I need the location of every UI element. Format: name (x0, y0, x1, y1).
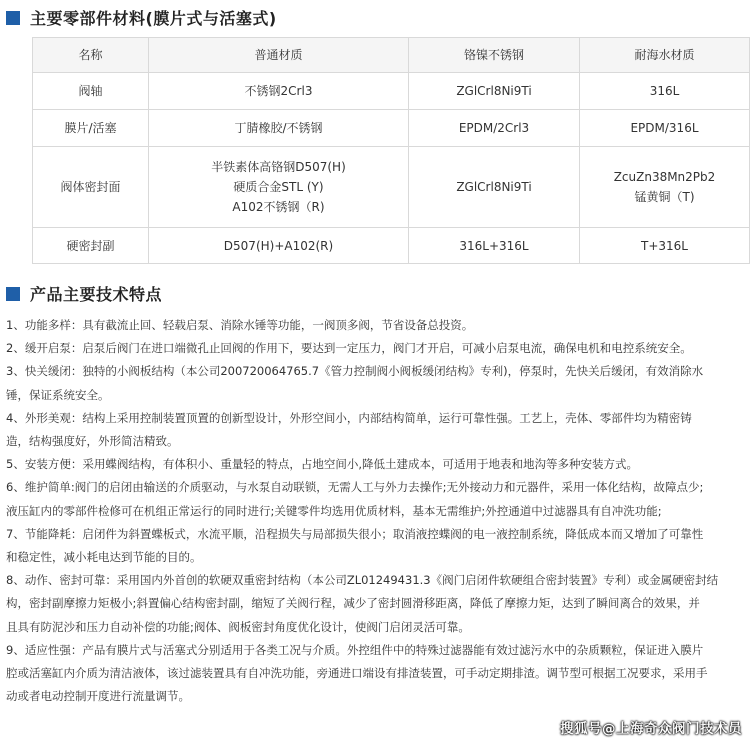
table-row (33, 228, 750, 264)
header-stainless-material: 铬镍不锈钢 (409, 38, 580, 73)
feature-item: 9、适应性强：产品有膜片式与活塞式分别适用于各类工况与介质。外控组件中的特殊过滤器能有效过滤污水中的杂质颗粒，保证进入膜片 腔或活塞缸内介质为清洁液体，该过滤装置具有自冲洗功能，旁通进口端设有排渣装置，可手动定期排渣。调节型可根据工况要求，采用手 动或者电动控制开度进行流量调节。 (6, 642, 708, 704)
cell-part-name: 硬密封副 (33, 228, 149, 264)
cell-common-material: 不锈钢2Crl3 (149, 73, 409, 110)
feature-item: 4、外形美观：结构上采用控制装置顶置的创新型设计，外形空间小，内部结构简单，运行可靠性强。工艺上，壳体、零部件均为精密铸 造，结构强度好，外形简洁精致。 (6, 410, 692, 449)
feature-item: 2、缓开启泵：启泵后阀门在进口端微孔止回阀的作用下，要达到一定压力，阀门才开启，可减小启泵电流，确保电机和电控系统安全。 (6, 341, 692, 356)
table-header-row (33, 38, 750, 73)
cell-common-material: 半铁素体高铬钢D507(H) 硬质合金STL (Y) A102不锈钢（R) (149, 147, 409, 228)
materials-table (32, 37, 750, 264)
table-row (33, 147, 750, 228)
section-marker-icon (6, 11, 20, 25)
cell-stainless-material: ZGlCrl8Ni9Ti (409, 147, 580, 228)
cell-part-name: 阀轴 (33, 73, 149, 110)
features-list (6, 314, 744, 708)
cell-part-name: 膜片/活塞 (33, 110, 149, 147)
header-seawater-material: 耐海水材质 (580, 38, 750, 73)
cell-stainless-material: ZGlCrl8Ni9Ti (409, 73, 580, 110)
materials-section-title: 主要零部件材料(膜片式与活塞式) (30, 9, 277, 28)
table-row (33, 110, 750, 147)
watermark: 搜狐号@上海奇众阀门技术员 (560, 721, 742, 737)
cell-stainless-material: EPDM/2Crl3 (409, 110, 580, 147)
feature-item: 7、节能降耗：启闭件为斜置蝶板式，水流平顺，沿程损失与局部损失很小；取消液控蝶阀的电一液控制系统，降低成本而又增加了可靠性 和稳定性，减小耗电达到节能的目的。 (6, 526, 704, 565)
feature-item: 6、维护简单:阀门的启闭由输送的介质驱动，与水泵自动联锁，无需人工与外力去操作;无外接动力和元器件，采用一体化结构，故障点少; 液压缸内的零部件检修可在机组正常运行的同时进行;关键零件均选用优质材料，基本无需维护;外控通道中过滤器具有自冲洗功能; (6, 480, 704, 518)
feature-item: 8、动作、密封可靠：采用国内外首创的软硬双重密封结构（本公司ZL01249431.3《阀门启闭件软硬组合密封装置》专利）或金属硬密封结 构，密封副摩擦力矩极小;斜置偏心结构密封副，缩短了关阀行程，减少了密封圆滑移距离，降低了摩擦力矩，达到了瞬间离合的效果，并 且具有防泥沙和压力自动补偿的功能;阀体、阀板密封角度优化设计，使阀门启闭灵活可靠。 (6, 573, 719, 634)
cell-common-material: D507(H)+A102(R) (149, 228, 409, 264)
cell-seawater-material: 316L (580, 73, 750, 110)
header-common-material: 普通材质 (149, 38, 409, 73)
cell-seawater-material: T+316L (580, 228, 750, 264)
materials-section-header (6, 6, 277, 29)
section-marker-icon (6, 287, 20, 301)
cell-part-name: 阀体密封面 (33, 147, 149, 228)
cell-seawater-material: ZcuZn38Mn2Pb2 锰黄铜（T) (580, 147, 750, 228)
cell-seawater-material: EPDM/316L (580, 110, 750, 147)
header-name: 名称 (33, 38, 149, 73)
feature-item: 3、快关缓闭：独特的小阀板结构（本公司200720064765.7《管力控制阀小阀板缓闭结构》专利)，停泵时，先快关后缓闭，有效消除水 锤，保证系统安全。 (6, 364, 704, 402)
features-section-title: 产品主要技术特点 (30, 285, 163, 304)
feature-item: 1、功能多样：具有截流止回、轻载启泵、消除水锤等功能，一阀顶多阀，节省设备总投资。 (6, 318, 474, 332)
table-row (33, 73, 750, 110)
cell-common-material: 丁腈橡胶/不锈钢 (149, 110, 409, 147)
cell-stainless-material: 316L+316L (409, 228, 580, 264)
feature-item: 5、安装方便：采用蝶阀结构，有体积小、重量轻的特点，占地空间小,降低土建成本，可适用于地表和地沟等多种安装方式。 (6, 457, 638, 472)
features-section-header (6, 282, 162, 305)
